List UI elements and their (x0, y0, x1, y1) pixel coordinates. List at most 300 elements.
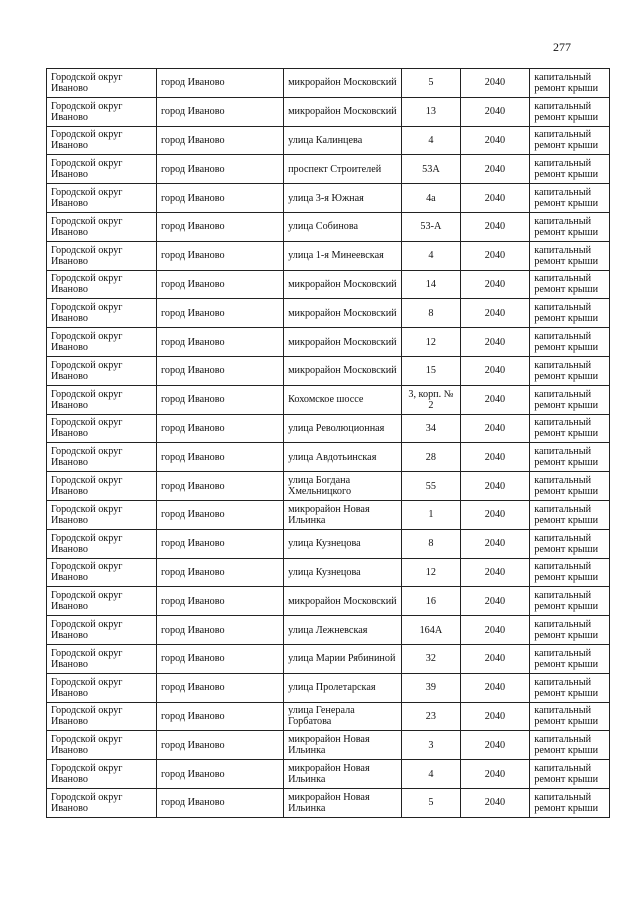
street-cell (284, 385, 402, 414)
street-cell (284, 126, 402, 155)
planned-year-cell-text: 2040 (484, 365, 506, 377)
house-number-cell-text: 23 (425, 710, 436, 722)
planned-year-cell (460, 587, 530, 616)
planned-year-cell-text: 2040 (484, 77, 506, 89)
work-type-cell (530, 673, 610, 702)
district-cell (47, 356, 157, 385)
city-cell (156, 788, 283, 817)
district-cell-text: Городской округ Иваново (51, 71, 123, 94)
table-row (47, 299, 610, 328)
planned-year-cell-text: 2040 (484, 451, 506, 463)
street-cell-text: микрорайон Новая Ильинка (288, 791, 370, 814)
street-cell (284, 500, 402, 529)
work-type-cell-text: капитальный ремонт крыши (534, 302, 599, 325)
district-cell (47, 97, 157, 126)
table-row (47, 788, 610, 817)
table-row (47, 673, 610, 702)
street-cell-text: улица Марии Рябининой (288, 653, 396, 665)
city-cell-text: город Иваново (160, 192, 225, 204)
district-cell-text: Городской округ Иваново (51, 475, 123, 498)
city-cell (156, 472, 283, 501)
street-cell (284, 414, 402, 443)
work-type-cell (530, 587, 610, 616)
planned-year-cell (460, 760, 530, 789)
planned-year-cell (460, 529, 530, 558)
planned-year-cell-text: 2040 (484, 653, 506, 665)
planned-year-cell-text: 2040 (484, 682, 506, 694)
street-cell (284, 69, 402, 98)
work-type-cell-text: капитальный ремонт крыши (534, 359, 599, 382)
district-cell-text: Городской округ Иваново (51, 129, 123, 152)
house-number-cell (402, 673, 461, 702)
city-cell (156, 299, 283, 328)
district-cell (47, 385, 157, 414)
street-cell-text: улица Богдана Хмельницкого (288, 475, 352, 498)
house-number-cell (402, 212, 461, 241)
house-number-cell-text: 164А (419, 624, 443, 636)
planned-year-cell (460, 241, 530, 270)
district-cell (47, 472, 157, 501)
planned-year-cell (460, 500, 530, 529)
street-cell-text: микрорайон Московский (288, 106, 397, 118)
city-cell (156, 760, 283, 789)
city-cell (156, 155, 283, 184)
city-cell (156, 97, 283, 126)
city-cell (156, 673, 283, 702)
work-type-cell (530, 385, 610, 414)
street-cell-text: улица 3-я Южная (288, 192, 364, 204)
street-cell-text: микрорайон Московский (288, 336, 397, 348)
planned-year-cell-text: 2040 (484, 134, 506, 146)
planned-year-cell-text: 2040 (484, 566, 506, 578)
district-cell-text: Городской округ Иваново (51, 619, 123, 642)
work-type-cell-text: капитальный ремонт крыши (534, 763, 599, 786)
street-cell (284, 731, 402, 760)
street-cell (284, 356, 402, 385)
city-cell (156, 356, 283, 385)
street-cell (284, 644, 402, 673)
house-number-cell (402, 702, 461, 731)
district-cell-text: Городской округ Иваново (51, 273, 123, 296)
street-cell-text: улица Собинова (288, 221, 359, 233)
district-cell-text: Городской округ Иваново (51, 187, 123, 210)
page-number: 277 (553, 40, 571, 54)
street-cell (284, 587, 402, 616)
street-cell-text: улица Калинцева (288, 134, 363, 146)
work-type-cell-text: капитальный ремонт крыши (534, 446, 599, 469)
work-type-cell-text: капитальный ремонт крыши (534, 532, 599, 555)
planned-year-cell-text: 2040 (484, 221, 506, 233)
city-cell (156, 212, 283, 241)
table-row (47, 443, 610, 472)
planned-year-cell (460, 212, 530, 241)
house-number-cell (402, 587, 461, 616)
table-row (47, 760, 610, 789)
city-cell-text: город Иваново (160, 163, 225, 175)
street-cell-text: улица Пролетарская (288, 682, 376, 694)
street-cell (284, 212, 402, 241)
city-cell-text: город Иваново (160, 739, 225, 751)
house-number-cell-text: 14 (425, 278, 436, 290)
district-cell-text: Городской округ Иваново (51, 705, 123, 728)
planned-year-cell-text: 2040 (484, 768, 506, 780)
house-number-cell (402, 97, 461, 126)
house-number-cell-text: 34 (425, 422, 436, 434)
planned-year-cell (460, 616, 530, 645)
district-cell-text: Городской округ Иваново (51, 158, 123, 181)
city-cell-text: город Иваново (160, 336, 225, 348)
street-cell-text: микрорайон Московский (288, 278, 397, 290)
work-type-cell-text: капитальный ремонт крыши (534, 158, 599, 181)
street-cell-text: микрорайон Новая Ильинка (288, 503, 370, 526)
planned-year-cell-text: 2040 (484, 797, 506, 809)
city-cell-text: город Иваново (160, 710, 225, 722)
planned-year-cell (460, 299, 530, 328)
street-cell (284, 529, 402, 558)
district-cell (47, 69, 157, 98)
work-type-cell (530, 760, 610, 789)
street-cell-text: улица Авдотьинская (288, 451, 377, 463)
district-cell (47, 270, 157, 299)
work-type-cell (530, 558, 610, 587)
planned-year-cell-text: 2040 (484, 710, 506, 722)
city-cell (156, 443, 283, 472)
house-number-cell-text: 53А (422, 163, 440, 175)
city-cell-text: город Иваново (160, 365, 225, 377)
work-type-cell-text: капитальный ремонт крыши (534, 129, 599, 152)
house-number-cell (402, 644, 461, 673)
street-cell-text: улица Революционная (288, 422, 385, 434)
house-number-cell-text: 5 (428, 797, 434, 809)
work-type-cell-text: капитальный ремонт крыши (534, 100, 599, 123)
district-cell-text: Городской округ Иваново (51, 561, 123, 584)
planned-year-cell (460, 731, 530, 760)
street-cell (284, 443, 402, 472)
city-cell-text: город Иваново (160, 307, 225, 319)
district-cell (47, 529, 157, 558)
street-cell-text: микрорайон Новая Ильинка (288, 734, 370, 757)
district-cell (47, 702, 157, 731)
house-number-cell-text: 13 (425, 106, 436, 118)
work-type-cell-text: капитальный ремонт крыши (534, 647, 599, 670)
house-number-cell-text: 12 (425, 566, 436, 578)
street-cell (284, 155, 402, 184)
table-row (47, 472, 610, 501)
planned-year-cell-text: 2040 (484, 538, 506, 550)
work-type-cell-text: капитальный ремонт крыши (534, 187, 599, 210)
city-cell (156, 414, 283, 443)
work-type-cell (530, 241, 610, 270)
street-cell (284, 673, 402, 702)
city-cell-text: город Иваново (160, 451, 225, 463)
street-cell-text: проспект Строителей (288, 163, 382, 175)
planned-year-cell (460, 356, 530, 385)
work-type-cell (530, 500, 610, 529)
table-row (47, 155, 610, 184)
house-number-cell (402, 241, 461, 270)
table-row (47, 702, 610, 731)
table-row (47, 500, 610, 529)
work-type-cell (530, 731, 610, 760)
house-number-cell-text: 55 (425, 480, 436, 492)
house-number-cell (402, 385, 461, 414)
district-cell (47, 328, 157, 357)
work-type-cell-text: капитальный ремонт крыши (534, 71, 599, 94)
table-row (47, 270, 610, 299)
roof-repair-table (46, 68, 610, 818)
city-cell (156, 500, 283, 529)
work-type-cell (530, 212, 610, 241)
district-cell-text: Городской округ Иваново (51, 331, 123, 354)
city-cell-text: город Иваново (160, 480, 225, 492)
work-type-cell-text: капитальный ремонт крыши (534, 619, 599, 642)
house-number-cell-text: 3 (428, 739, 434, 751)
table-row (47, 97, 610, 126)
city-cell (156, 731, 283, 760)
district-cell-text: Городской округ Иваново (51, 215, 123, 238)
house-number-cell-text: 4а (426, 192, 436, 204)
district-cell-text: Городской округ Иваново (51, 244, 123, 267)
street-cell (284, 241, 402, 270)
house-number-cell (402, 731, 461, 760)
planned-year-cell-text: 2040 (484, 624, 506, 636)
house-number-cell-text: 39 (425, 682, 436, 694)
table-row (47, 126, 610, 155)
street-cell (284, 184, 402, 213)
work-type-cell-text: капитальный ремонт крыши (534, 388, 599, 411)
house-number-cell (402, 529, 461, 558)
city-cell-text: город Иваново (160, 250, 225, 262)
city-cell-text: город Иваново (160, 538, 225, 550)
city-cell-text: город Иваново (160, 566, 225, 578)
city-cell-text: город Иваново (160, 797, 225, 809)
work-type-cell (530, 644, 610, 673)
table-row (47, 587, 610, 616)
district-cell-text: Городской округ Иваново (51, 100, 123, 123)
street-cell (284, 788, 402, 817)
work-type-cell-text: капитальный ремонт крыши (534, 417, 599, 440)
house-number-cell-text: 4 (428, 768, 434, 780)
district-cell (47, 616, 157, 645)
planned-year-cell-text: 2040 (484, 106, 506, 118)
city-cell (156, 529, 283, 558)
district-cell-text: Городской округ Иваново (51, 302, 123, 325)
table-row (47, 184, 610, 213)
work-type-cell-text: капитальный ремонт крыши (534, 215, 599, 238)
street-cell (284, 702, 402, 731)
city-cell (156, 385, 283, 414)
work-type-cell (530, 299, 610, 328)
street-cell-text: Кохомское шоссе (288, 394, 364, 406)
house-number-cell (402, 299, 461, 328)
work-type-cell-text: капитальный ремонт крыши (534, 244, 599, 267)
planned-year-cell-text: 2040 (484, 307, 506, 319)
house-number-cell (402, 472, 461, 501)
work-type-cell (530, 616, 610, 645)
work-type-cell (530, 69, 610, 98)
district-cell (47, 731, 157, 760)
city-cell (156, 270, 283, 299)
city-cell-text: город Иваново (160, 595, 225, 607)
city-cell (156, 328, 283, 357)
planned-year-cell-text: 2040 (484, 278, 506, 290)
street-cell-text: улица 1-я Минеевская (288, 250, 384, 262)
house-number-cell (402, 126, 461, 155)
street-cell-text: микрорайон Московский (288, 365, 397, 377)
work-type-cell-text: капитальный ремонт крыши (534, 791, 599, 814)
street-cell (284, 760, 402, 789)
city-cell (156, 241, 283, 270)
city-cell (156, 644, 283, 673)
house-number-cell (402, 558, 461, 587)
table-row (47, 212, 610, 241)
planned-year-cell (460, 328, 530, 357)
house-number-cell-text: 1 (428, 509, 434, 521)
district-cell-text: Городской округ Иваново (51, 417, 123, 440)
city-cell (156, 587, 283, 616)
city-cell-text: город Иваново (160, 624, 225, 636)
district-cell-text: Городской округ Иваново (51, 359, 123, 382)
district-cell-text: Городской округ Иваново (51, 734, 123, 757)
street-cell (284, 328, 402, 357)
street-cell-text: микрорайон Московский (288, 307, 397, 319)
city-cell-text: город Иваново (160, 134, 225, 146)
district-cell-text: Городской округ Иваново (51, 647, 123, 670)
city-cell-text: город Иваново (160, 653, 225, 665)
table-body (47, 69, 610, 818)
street-cell-text: микрорайон Московский (288, 595, 397, 607)
work-type-cell (530, 529, 610, 558)
work-type-cell (530, 702, 610, 731)
street-cell-text: улица Лежневская (288, 624, 368, 636)
house-number-cell-text: 3, корп. № 2 (408, 388, 454, 411)
work-type-cell-text: капитальный ремонт крыши (534, 475, 599, 498)
district-cell (47, 414, 157, 443)
city-cell (156, 126, 283, 155)
table-row (47, 328, 610, 357)
street-cell-text: улица Генерала Горбатова (288, 705, 355, 728)
district-cell (47, 673, 157, 702)
table-row (47, 558, 610, 587)
district-cell (47, 500, 157, 529)
district-cell-text: Городской округ Иваново (51, 503, 123, 526)
planned-year-cell (460, 385, 530, 414)
district-cell (47, 299, 157, 328)
district-cell (47, 241, 157, 270)
district-cell-text: Городской округ Иваново (51, 532, 123, 555)
work-type-cell-text: капитальный ремонт крыши (534, 705, 599, 728)
house-number-cell-text: 4 (428, 250, 434, 262)
planned-year-cell (460, 126, 530, 155)
district-cell (47, 760, 157, 789)
work-type-cell (530, 443, 610, 472)
work-type-cell-text: капитальный ремонт крыши (534, 503, 599, 526)
house-number-cell-text: 32 (425, 653, 436, 665)
street-cell (284, 270, 402, 299)
planned-year-cell-text: 2040 (484, 163, 506, 175)
street-cell (284, 558, 402, 587)
house-number-cell-text: 53-А (420, 221, 442, 233)
street-cell (284, 616, 402, 645)
district-cell (47, 155, 157, 184)
house-number-cell-text: 5 (428, 77, 434, 89)
city-cell (156, 616, 283, 645)
work-type-cell (530, 414, 610, 443)
planned-year-cell (460, 558, 530, 587)
planned-year-cell-text: 2040 (484, 250, 506, 262)
planned-year-cell (460, 414, 530, 443)
district-cell (47, 126, 157, 155)
house-number-cell-text: 8 (428, 538, 434, 550)
city-cell (156, 184, 283, 213)
district-cell (47, 558, 157, 587)
planned-year-cell (460, 184, 530, 213)
city-cell (156, 558, 283, 587)
house-number-cell (402, 356, 461, 385)
street-cell-text: микрорайон Новая Ильинка (288, 763, 370, 786)
house-number-cell (402, 443, 461, 472)
planned-year-cell-text: 2040 (484, 192, 506, 204)
planned-year-cell (460, 673, 530, 702)
city-cell-text: город Иваново (160, 221, 225, 233)
city-cell-text: город Иваново (160, 106, 225, 118)
house-number-cell-text: 16 (425, 595, 436, 607)
planned-year-cell (460, 97, 530, 126)
street-cell-text: улица Кузнецова (288, 566, 361, 578)
planned-year-cell (460, 270, 530, 299)
house-number-cell-text: 8 (428, 307, 434, 319)
table-row (47, 69, 610, 98)
district-cell (47, 644, 157, 673)
house-number-cell (402, 500, 461, 529)
work-type-cell (530, 184, 610, 213)
house-number-cell (402, 328, 461, 357)
work-type-cell-text: капитальный ремонт крыши (534, 734, 599, 757)
city-cell-text: город Иваново (160, 768, 225, 780)
work-type-cell-text: капитальный ремонт крыши (534, 331, 599, 354)
house-number-cell (402, 270, 461, 299)
planned-year-cell-text: 2040 (484, 336, 506, 348)
work-type-cell (530, 270, 610, 299)
city-cell-text: город Иваново (160, 509, 225, 521)
table-row (47, 414, 610, 443)
city-cell (156, 69, 283, 98)
work-type-cell (530, 788, 610, 817)
table-row (47, 731, 610, 760)
table-row (47, 616, 610, 645)
street-cell-text: микрорайон Московский (288, 77, 397, 89)
house-number-cell-text: 15 (425, 365, 436, 377)
house-number-cell-text: 4 (428, 134, 434, 146)
street-cell (284, 97, 402, 126)
street-cell (284, 472, 402, 501)
district-cell-text: Городской округ Иваново (51, 763, 123, 786)
house-number-cell (402, 184, 461, 213)
work-type-cell (530, 356, 610, 385)
planned-year-cell (460, 69, 530, 98)
district-cell-text: Городской округ Иваново (51, 676, 123, 699)
work-type-cell-text: капитальный ремонт крыши (534, 676, 599, 699)
work-type-cell (530, 155, 610, 184)
table-row (47, 356, 610, 385)
planned-year-cell-text: 2040 (484, 595, 506, 607)
table-row (47, 241, 610, 270)
planned-year-cell (460, 702, 530, 731)
city-cell-text: город Иваново (160, 422, 225, 434)
district-cell-text: Городской округ Иваново (51, 446, 123, 469)
planned-year-cell (460, 788, 530, 817)
work-type-cell (530, 97, 610, 126)
